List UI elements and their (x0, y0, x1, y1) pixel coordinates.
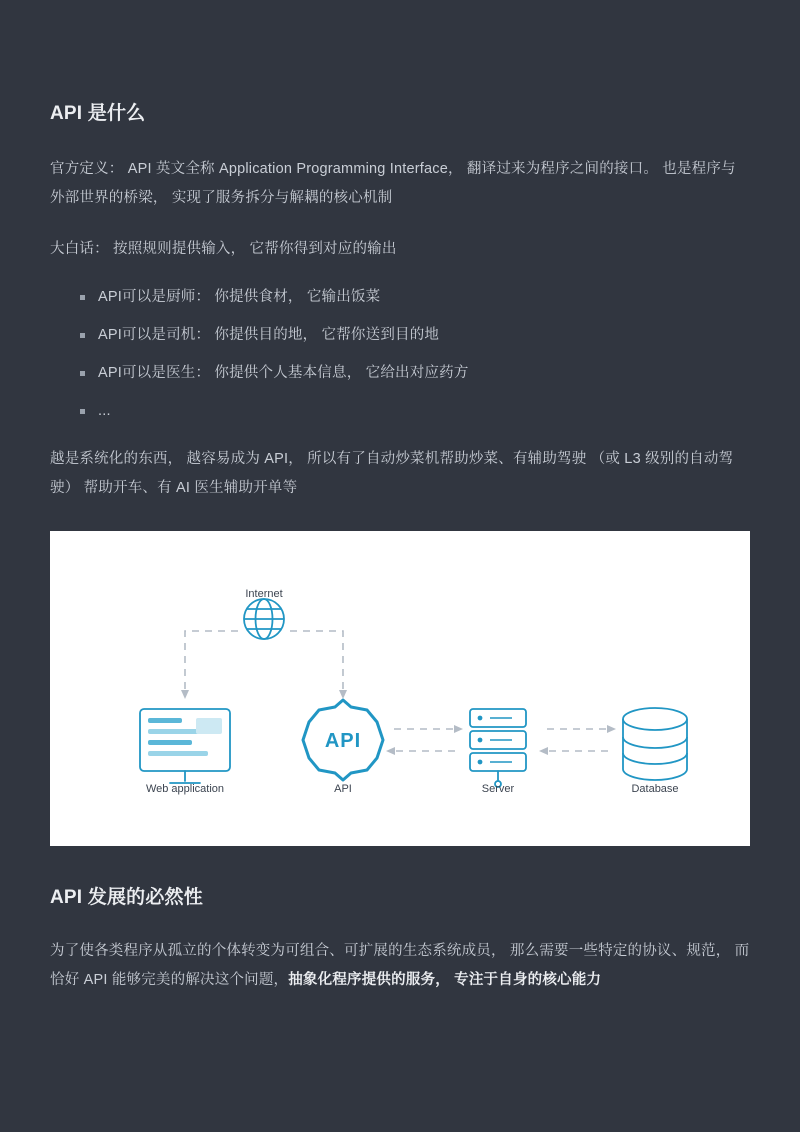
list-item: API可以是司机： 你提供目的地， 它帮你送到目的地 (80, 324, 750, 347)
database-icon (623, 708, 687, 780)
plain-language-paragraph: 大白话： 按照规则提供输入， 它帮你得到对应的输出 (50, 240, 397, 257)
api-architecture-diagram (50, 531, 750, 846)
api-analogy-list (50, 286, 750, 424)
label-server: Server (481, 783, 515, 796)
list-item: ... (80, 400, 750, 423)
label-api-badge: API (324, 730, 362, 753)
inevitability-bold-text: 抽象化程序提供的服务， 专注于自身的核心能力 (288, 971, 602, 988)
server-icon (470, 709, 526, 787)
label-web-application: Web application (145, 783, 225, 796)
definition-paragraph: 官方定义： API 英文全称 Application Programming Interface， 翻译过来为程序之间的接口。 也是程序与外部世界的桥梁， 实现了服务拆分与解耦的核心机制 (50, 160, 736, 206)
arrow-head-left (181, 690, 189, 699)
inevitability-paragraph (50, 937, 750, 995)
arrow-head-right (339, 690, 347, 699)
list-item: API可以是医生： 你提供个人基本信息， 它给出对应药方 (80, 362, 750, 385)
list-item: API可以是厨师： 你提供食材， 它输出饭菜 (80, 286, 750, 309)
section-title-inevitability: API 发展的必然性 (50, 887, 203, 909)
label-internet: Internet (245, 588, 283, 601)
page-title: API 是什么 (50, 103, 146, 124)
api-gear-icon (303, 700, 383, 780)
label-database: Database (631, 783, 679, 796)
internet-globe-icon (244, 599, 284, 639)
web-application-icon (140, 709, 230, 783)
diagram-svg (50, 531, 750, 846)
systemization-paragraph: 越是系统化的东西， 越容易成为 API， 所以有了自动炒菜机帮助炒菜、有辅助驾驶 （或 L3 级别的自动驾驶） 帮助开车、有 AI 医生辅助开单等 (50, 451, 734, 497)
inevitability-lead-text: 为了使各类程序从孤立的个体转变为可组合、可扩展的生态系统成员， 那么需要一些特定的协议、规范， 而恰好 API 能够完美的解决这个问题， (50, 942, 750, 988)
label-api: API (334, 783, 352, 796)
arrow-internet-to-web (185, 631, 238, 691)
